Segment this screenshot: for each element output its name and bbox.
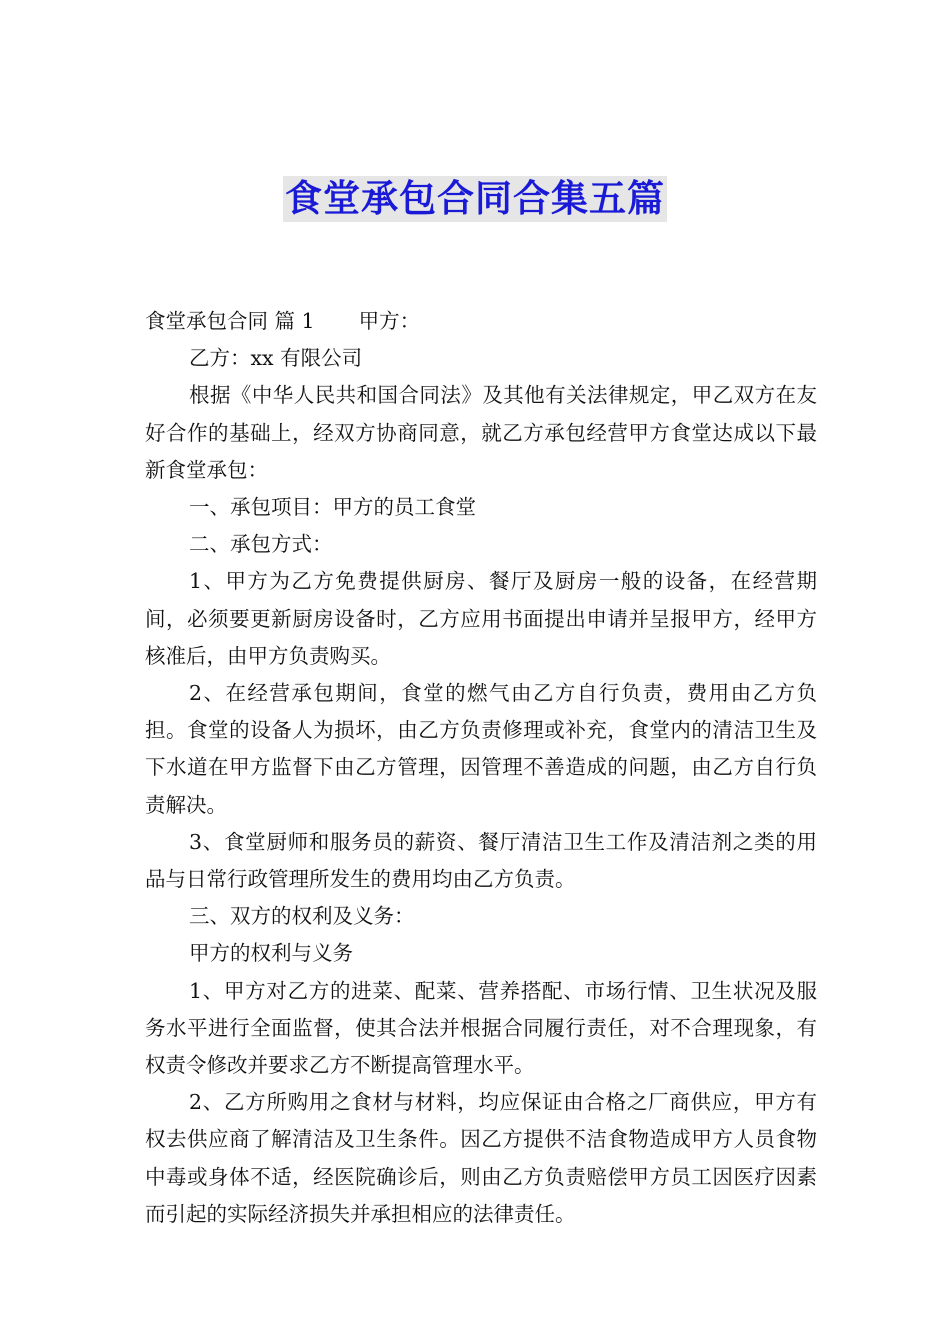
paragraph-section-3: 三、双方的权利及义务： — [189, 904, 415, 929]
paragraph-party-a-rights: 甲方的权利与义务 — [189, 941, 353, 966]
paragraph-clause-3-1: 1、甲方对乙方的进菜、配菜、营养搭配、市场行情、卫生状况及服务水平进行全面监督，使其合法并根据合同履行责任，对不合理现象，有权责令修改并要求乙方不断提高管理水平。 — [145, 978, 817, 1078]
title-wrapper — [0, 176, 950, 222]
document-body — [145, 303, 817, 1233]
first-line — [145, 303, 817, 340]
paragraph-section-2: 二、承包方式： — [189, 532, 333, 557]
paragraph-clause-2-2: 2、在经营承包期间，食堂的燃气由乙方自行负责，费用由乙方负担。食堂的设备人为损坏，由乙方负责修理或补充，食堂内的清洁卫生及下水道在甲方监督下由乙方管理，因管理不善造成的问题，由乙方自行负责解决。 — [145, 681, 817, 817]
paragraph-party-b: 乙方：xx 有限公司 — [189, 346, 363, 371]
paragraph-clause-2-3: 3、食堂厨师和服务员的薪资、餐厅清洁卫生工作及清洁剂之类的用品与日常行政管理所发生的费用均由乙方负责。 — [145, 829, 817, 892]
paragraph-clause-3-2: 2、乙方所购用之食材与材料，均应保证由合格之厂商供应，甲方有权去供应商了解清洁及卫生条件。因乙方提供不洁食物造成甲方人员食物中毒或身体不适，经医院确诊后，则由乙方负责赔偿甲方员工因医疗因素而引起的实际经济损失并承担相应的法律责任。 — [145, 1090, 817, 1226]
party-a-label: 甲方： — [358, 309, 421, 333]
paragraph-section-1: 一、承包项目：甲方的员工食堂 — [189, 495, 476, 520]
paragraph-clause-2-1: 1、甲方为乙方免费提供厨房、餐厅及厨房一般的设备，在经营期间，必须要更新厨房设备时，乙方应用书面提出申请并呈报甲方，经甲方核准后，由甲方负责购买。 — [145, 569, 817, 668]
paragraph-preamble: 根据《中华人民共和国合同法》及其他有关法律规定，甲乙双方在友好合作的基础上，经双方协商同意，就乙方承包经营甲方食堂达成以下最新食堂承包： — [145, 383, 817, 482]
document-title: 食堂承包合同合集五篇 — [285, 177, 665, 220]
contract-heading: 食堂承包合同 篇 1 — [145, 309, 315, 333]
